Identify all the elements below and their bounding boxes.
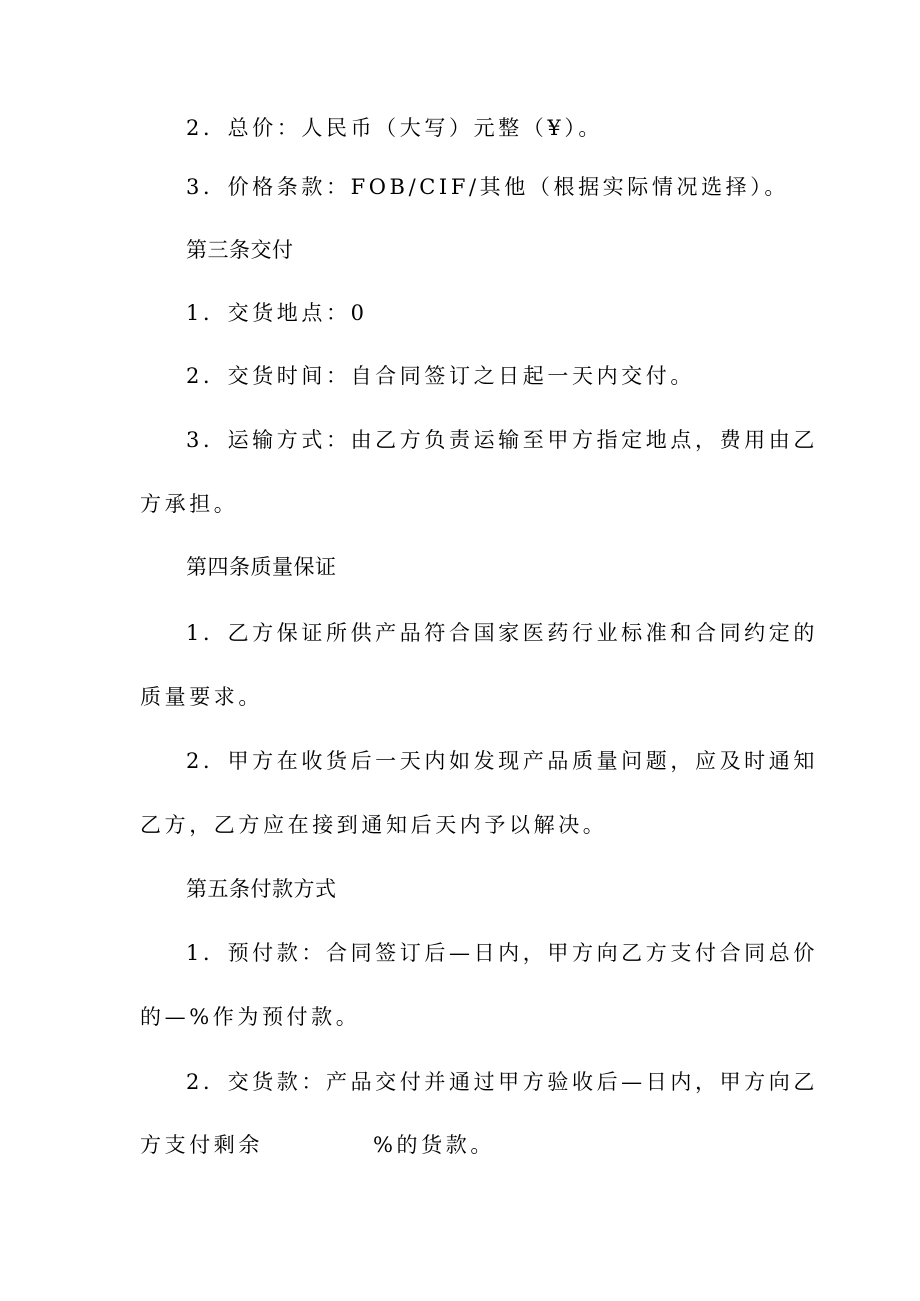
price-item-2 [186, 114, 603, 142]
item-number: 2 [186, 749, 203, 773]
item-number: 3 [186, 428, 203, 452]
section-heading-payment: 第五条付款方式 [186, 877, 337, 901]
item-text: ．乙方保证所供产品符合国家医药行业标准和合同约定的 [202, 621, 818, 645]
price-item-3 [186, 173, 789, 201]
delivery-item-2 [186, 362, 695, 390]
continuation-text-after-blank: %的货款。 [373, 1133, 495, 1157]
item-text: ．交货地点：0 [202, 301, 368, 325]
section-heading-quality: 第四条质量保证 [186, 555, 337, 579]
item-text: ．交货时间：自合同签订之日起一天内交付。 [202, 364, 695, 388]
item-text: ．价格条款：FOB/CIF/其他（根据实际情况选择）。 [202, 175, 789, 199]
item-number: 1 [186, 941, 203, 965]
delivery-item-1 [186, 299, 368, 327]
quality-item-2-continuation: 乙方，乙方应在接到通知后天内予以解决。 [140, 813, 608, 837]
payment-item-1-continuation: 的—%作为预付款。 [140, 1005, 361, 1029]
item-number: 1 [186, 621, 203, 645]
payment-item-2 [186, 1068, 818, 1096]
payment-item-1 [186, 939, 818, 967]
payment-item-2-continuation [140, 1131, 495, 1159]
item-number: 3 [186, 175, 203, 199]
continuation-text-before-blank: 方支付剩余 [140, 1133, 263, 1157]
delivery-item-3 [186, 426, 818, 454]
delivery-item-3-continuation: 方承担。 [140, 492, 239, 516]
item-number: 2 [186, 364, 203, 388]
item-text: ．运输方式：由乙方负责运输至甲方指定地点，费用由乙 [202, 428, 818, 452]
item-number: 2 [186, 116, 203, 140]
item-text: ．交货款：产品交付并通过甲方验收后—日内，甲方向乙 [202, 1070, 818, 1094]
item-text: ．甲方在收货后一天内如发现产品质量问题，应及时通知 [202, 749, 818, 773]
item-number: 1 [186, 301, 203, 325]
section-heading-delivery: 第三条交付 [186, 238, 294, 262]
quality-item-1 [186, 619, 818, 647]
quality-item-2 [186, 747, 818, 775]
item-number: 2 [186, 1070, 203, 1094]
item-text: ．预付款：合同签订后—日内，甲方向乙方支付合同总价 [202, 941, 818, 965]
item-text: ．总价：人民币（大写）元整（¥）。 [202, 116, 604, 140]
quality-item-1-continuation: 质量要求。 [140, 685, 263, 709]
